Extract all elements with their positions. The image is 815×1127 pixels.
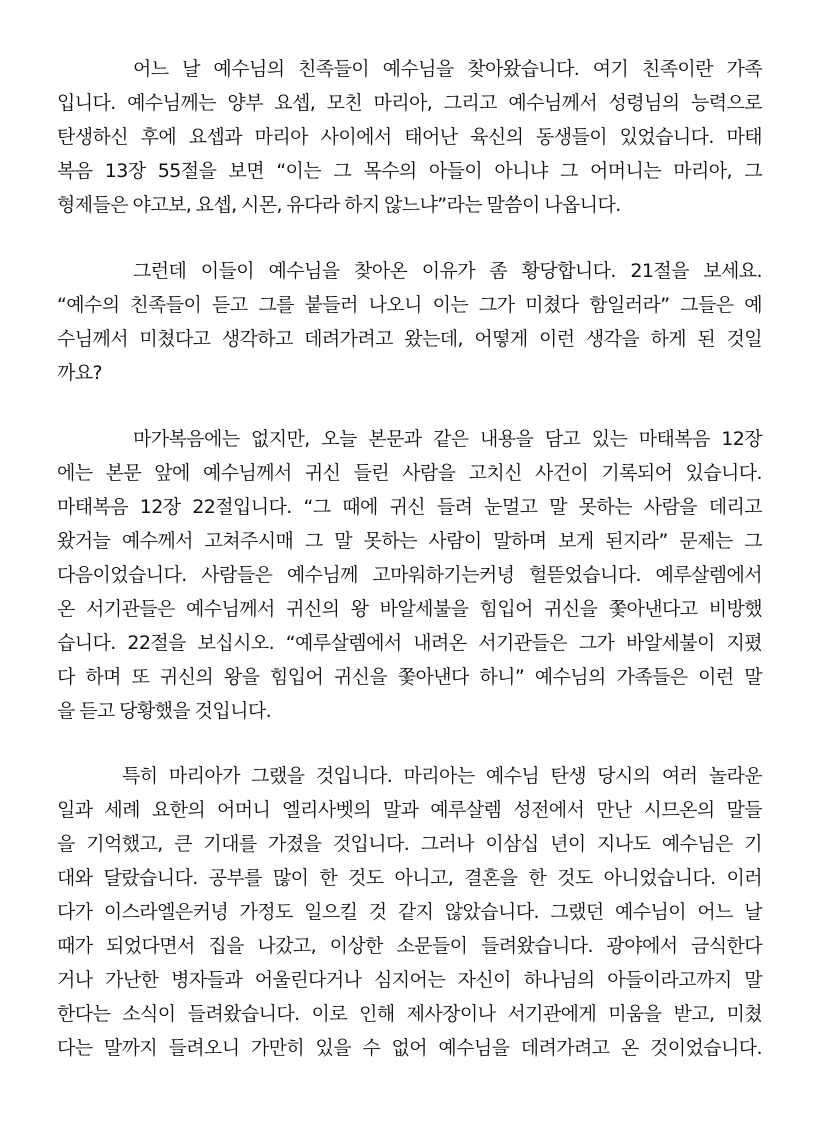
text-line: 특히 마리아가 그랬을 것입니다. 마리아는 예수님 탄생 당시의 여러 놀라운 xyxy=(122,765,762,787)
text-line: 어느 날 예수님의 친족들이 예수님을 찾아왔습니다. 여기 친족이란 가족 xyxy=(133,58,762,80)
text-line: 에는 본문 앞에 예수님께서 귀신 들린 사람을 고치신 사건이 기록되어 있습니다. xyxy=(57,462,762,484)
text-line: 거나 가난한 병자들과 어울린다거나 심지어는 자신이 하나님의 아들이라고까지 말 xyxy=(57,969,762,991)
text-line: 때가 되었다면서 집을 나갔고, 이상한 소문들이 들려왔습니다. 광야에서 금식한다 xyxy=(57,935,762,957)
text-line: 복음 13장 55절을 보면 “이는 그 목수의 아들이 아니냐 그 어머니는 마리아, 그 xyxy=(57,160,762,182)
text-line: 온 서기관들은 예수님께서 귀신의 왕 바알세불을 힘입어 귀신을 쫓아낸다고 비방했 xyxy=(57,598,762,620)
text-line: 형제들은 야고보, 요셉, 시몬, 유다라 하지 않느냐”라는 말씀이 나옵니다. xyxy=(57,194,621,216)
text-line: 다 하며 또 귀신의 왕을 힘입어 귀신을 쫓아낸다 하니” 예수님의 가족들은 이런 말 xyxy=(57,666,762,688)
paragraph-1 xyxy=(57,52,762,222)
text-line: 입니다. 예수님께는 양부 요셉, 모친 마리아, 그리고 예수님께서 성령님의 능력으로 xyxy=(57,92,762,114)
text-line: 을 듣고 당황했을 것입니다. xyxy=(57,700,272,722)
text-line: 그런데 이들이 예수님을 찾아온 이유가 좀 황당합니다. 21절을 보세요. xyxy=(133,260,762,282)
text-line: 다가 이스라엘은커녕 가정도 일으킬 것 같지 않았습니다. 그랬던 예수님이 어느 날 xyxy=(57,901,762,923)
text-line: 탄생하신 후에 요셉과 마리아 사이에서 태어난 육신의 동생들이 있었습니다. 마태 xyxy=(57,126,762,148)
text-line: 까요? xyxy=(57,362,102,384)
paragraph-4 xyxy=(57,759,762,1065)
text-line: 수님께서 미쳤다고 생각하고 데려가려고 왔는데, 어떻게 이런 생각을 하게 된 것일 xyxy=(57,328,762,350)
text-line: 다는 말까지 들려오니 가만히 있을 수 없어 예수님을 데려가려고 온 것이었습니다. xyxy=(57,1037,762,1059)
text-line: 을 기억했고, 큰 기대를 가졌을 것입니다. 그러나 이삼십 년이 지나도 예수님은 기 xyxy=(57,833,762,855)
text-line: 일과 세례 요한의 어머니 엘리사벳의 말과 예루살렘 성전에서 만난 시므온의 말들 xyxy=(57,799,762,821)
text-line: 왔거늘 예수께서 고쳐주시매 그 말 못하는 사람이 말하며 보게 된지라” 문제는 그 xyxy=(57,530,762,552)
text-line: 대와 달랐습니다. 공부를 많이 한 것도 아니고, 결혼을 한 것도 아니었습니다. 이러 xyxy=(57,867,762,889)
text-line: 다음이었습니다. 사람들은 예수님께 고마워하기는커녕 헐뜯었습니다. 예루살렘에서 xyxy=(57,564,762,586)
text-line: 한다는 소식이 들려왔습니다. 이로 인해 제사장이나 서기관에게 미움을 받고, 미쳤 xyxy=(57,1003,762,1025)
text-line: “예수의 친족들이 듣고 그를 붙들러 나오니 이는 그가 미쳤다 함일러라” 그들은 예 xyxy=(57,294,762,316)
text-line: 마가복음에는 없지만, 오늘 본문과 같은 내용을 담고 있는 마태복음 12장 xyxy=(133,428,762,450)
paragraph-2 xyxy=(57,254,762,390)
text-line: 습니다. 22절을 보십시오. “예루살렘에서 내려온 서기관들은 그가 바알세불이 지폈 xyxy=(57,632,762,654)
text-line: 마태복음 12장 22절입니다. “그 때에 귀신 들려 눈멀고 말 못하는 사람을 데리고 xyxy=(57,496,762,518)
paragraph-3 xyxy=(57,422,762,728)
